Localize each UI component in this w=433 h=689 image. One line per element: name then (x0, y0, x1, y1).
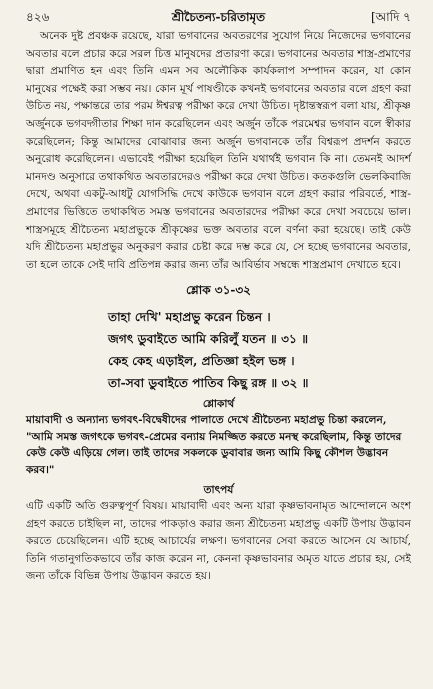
purport-text: এটি একটি অতি গুরুত্বপূর্ণ বিষয়। মায়াবাদী এবং অন্য যারা কৃষ্ণভাবনামৃত আন্দোলনে অংশ গ্রহণ করতে চাইছিল না, তাদের পাকড়াও করার জন্য শ্রীচৈতন্য মহাপ্রভু একটি উপায় উদ্ভাবন করতে চেয়েছিলেন। এটি হচ্ছে আচার্যের লক্ষণ। ভগবানের সেবা করতে আসেন যে আচার্য, তিনি গতানুগতিকভাবে তাঁর কাজ করেন না, কেননা কৃষ্ণভাবনার অমৃত যাতে প্রচার হয়, সেই জন্য তাঁকে বিভিন্ন উপায় উদ্ভাবন করতে হয়। (26, 500, 411, 583)
verse-line: তা-সবা ডুবাইতে পাতিব কিছু রঙ্গ ॥ ৩২ ॥ (108, 376, 309, 391)
translation-block (26, 412, 411, 478)
verse-line: তাহা দেখি' মহাপ্রভু করেন চিন্তন । (108, 310, 271, 325)
verse-line: কেহ কেহ এড়াইল, প্রতিজ্ঞা হইল ভঙ্গ । (108, 354, 295, 369)
body-text (26, 28, 411, 274)
translation-label: শ্লোকার্থ (202, 398, 235, 411)
page-header (26, 6, 411, 28)
section-marker: [আদি ৭ (370, 10, 411, 24)
verse-block (26, 306, 411, 394)
book-title: শ্রীচৈতন্য-চরিতামৃত (171, 10, 266, 24)
translation-text: মায়াবাদী ও অন্যান্য ভগবৎ-বিদ্বেষীদের পালাতে দেখে শ্রীচৈতন্য মহাপ্রভু চিন্তা করলেন, "আমি সমস্ত জগৎকে ভগবৎ-প্রেমের বন্যায় নিমজ্জিত করতে মনস্থ করেছিলাম, কিন্তু তাদের কেউ কেউ এড়িয়ে গেল। তাই তাদের সকলকে ডুবাবার জন্য আমি কিছু কৌশল উদ্ভাবন করব।" (26, 414, 402, 476)
page-number: ৪২৬ (26, 10, 50, 24)
verse-label: শ্লোক ৩১-৩২ (186, 283, 251, 298)
body-paragraph: অনেক দুষ্ট প্রবঞ্চক রয়েছে, যারা ভগবানের অবতরণের সুযোগ নিয়ে নিজেদের ভগবানের অবতার বলে প্রচার করে সরল চিত্ত মানুষদের প্রতারণা করে। ভগবানের অবতার শাস্ত্র-প্রমাণের দ্বারা প্রমাণিত হন এবং তিনি এমন সব অলৌকিক কার্যকলাপ সম্পাদন করেন, যা কোন মানুষের পক্ষেই করা সম্ভব নয়। কোন মূর্খ পাষণ্ডীকে কখনই ভগবানের অবতার বলে গ্রহণ করা উচিত নয়, পক্ষান্তরে তার পরম ঈশ্বরত্ব পরীক্ষা করে দেখা উচিত। দৃষ্টান্তস্বরূপ বলা যায়, শ্রীকৃষ্ণ অর্জুনকে ভগবদ্গীতার শিক্ষা দান করেছিলেন এবং অর্জুন তাঁকে পরমেশ্বর ভগবান বলে স্বীকার করেছিলেন; কিন্তু আমাদের বোঝাবার জন্য অর্জুন ভগবানকে তাঁর বিশ্বরূপ প্রদর্শন করতে অনুরোধ করেছিলেন। এভাবেই পরীক্ষা হয়েছিল তিনি যথার্থই ভগবান কি না। তেমনই আদর্শ মানদণ্ড অনুসারে তথাকথিত অবতারদেরও পরীক্ষা করে দেখা উচিত। কতকগুলি ভেলকিবাজি দেখে, অথবা একটু-আধটু যোগসিদ্ধি দেখে কাউকে ভগবান বলে গ্রহণ করার পরিবর্তে, শাস্ত্র-প্রমাণের ভিত্তিতে তথাকথিত সমস্ত ভগবানের অবতারদের পরীক্ষা করে দেখা সবচেয়ে ভাল। শাস্ত্রসমূহে শ্রীচৈতন্য মহাপ্রভুকে শ্রীকৃষ্ণের ভক্ত অবতার বলে বর্ণনা করা হয়েছে। তাই কেউ যদি শ্রীচৈতন্য মহাপ্রভুর অনুকরণ করার চেষ্টা করে দম্ভ করে যে, সে হচ্ছে ভগবানের অবতার, তা হলে তাকে সেই দাবি প্রতিপন্ন করার জন্য তাঁর আবির্ভাব সম্বন্ধে শাস্ত্রপ্রমাণ দেখাতে হবে। (26, 30, 411, 271)
verse-line: জগৎ ডুবাইতে আমি করিলুঁ যতন ॥ ৩১ ॥ (108, 332, 309, 347)
purport-label: তাৎপর্য (203, 484, 234, 497)
purport-block (26, 498, 411, 586)
